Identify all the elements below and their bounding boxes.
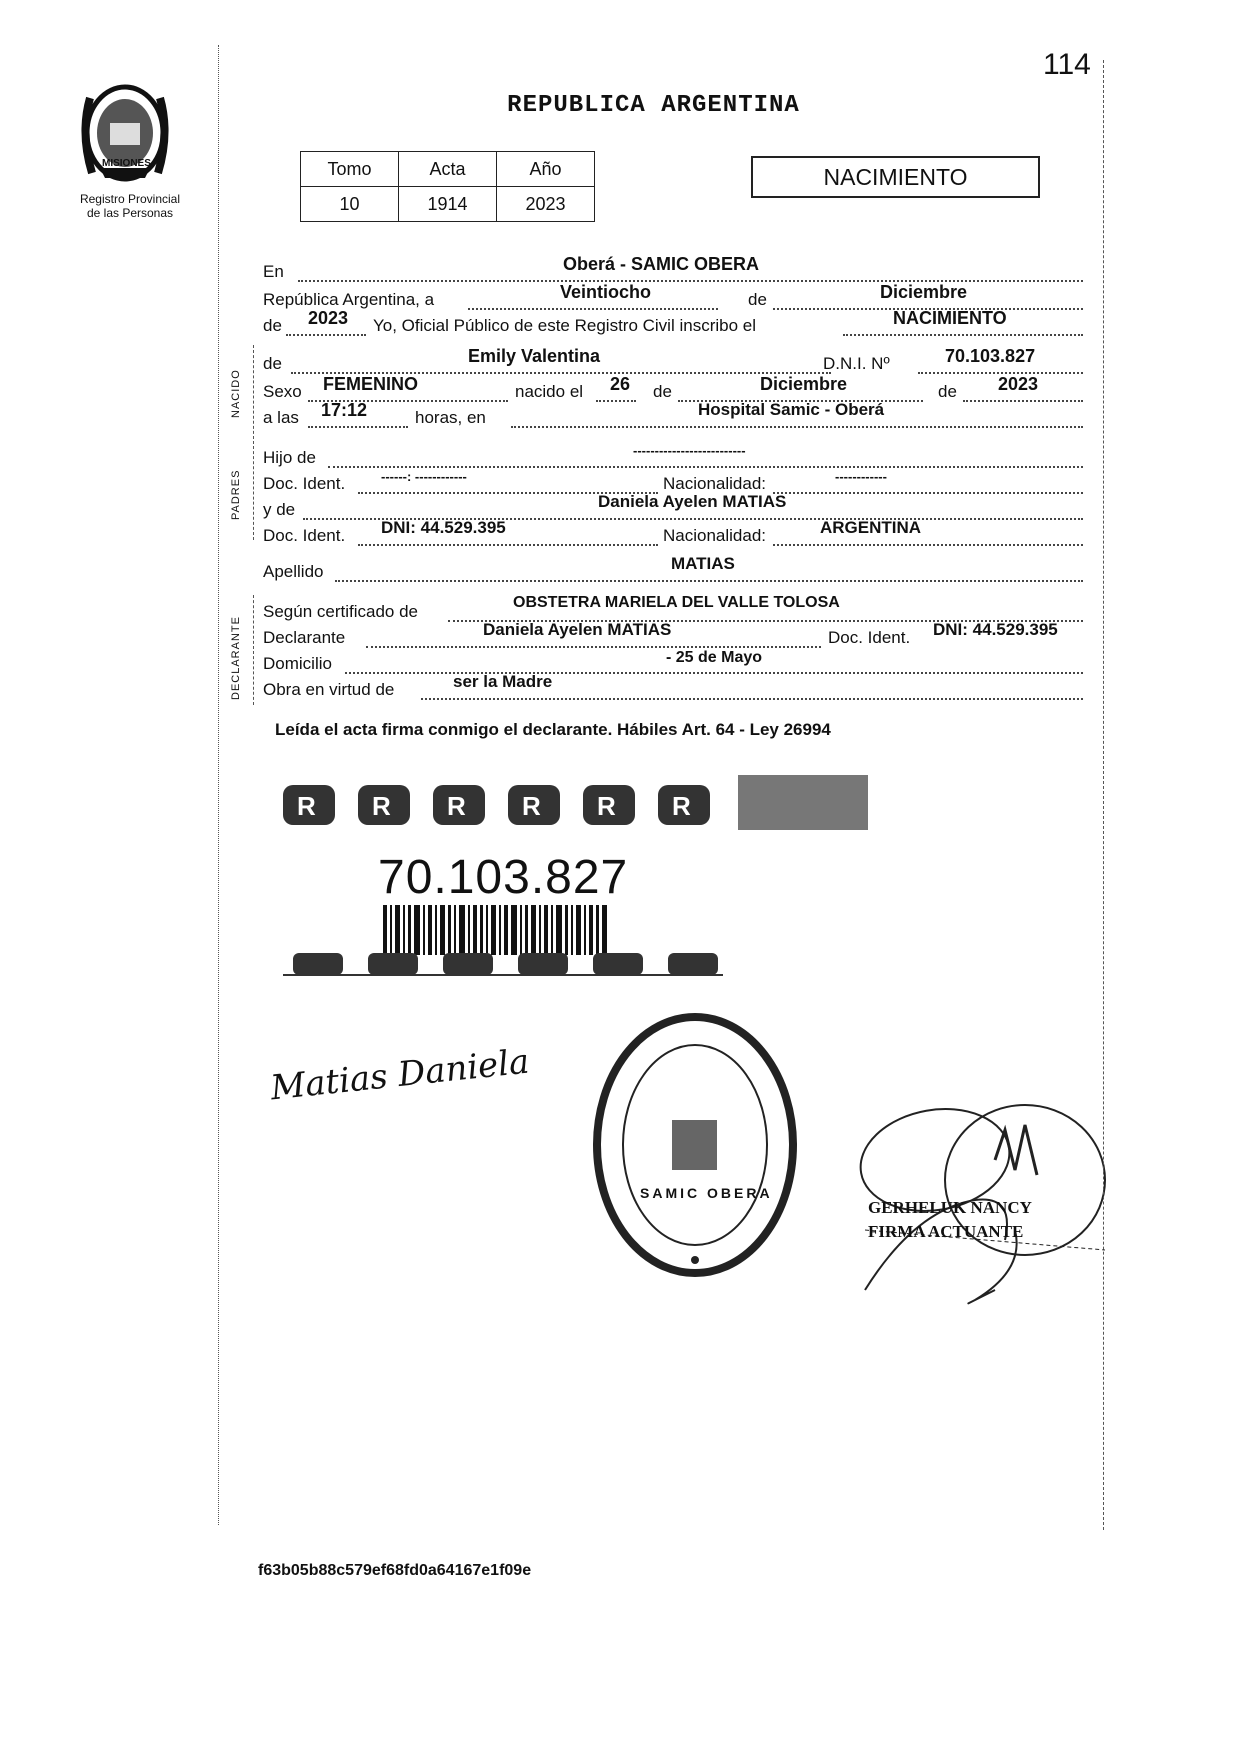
madre-nac-label: Nacionalidad:: [663, 526, 767, 545]
domicilio-label: Domicilio: [263, 654, 332, 673]
declarante-doc-value: DNI: 44.529.395: [933, 620, 1058, 639]
hijo-value: --------------------------: [633, 443, 746, 458]
hora-value: 17:12: [321, 400, 368, 420]
en-label: En: [263, 262, 284, 281]
svg-text:R: R: [297, 791, 316, 821]
dni-value: 70.103.827: [945, 346, 1036, 366]
officer-stamp-line2: FIRMA ACTUANTE: [868, 1222, 1024, 1241]
seal-ring-text: [600, 1005, 601, 1006]
security-stamps-row: [283, 775, 883, 840]
declarant-handwritten-signature: Matias Daniela: [268, 1041, 532, 1109]
svg-text:R: R: [672, 791, 691, 821]
dia-value: Veintiocho: [560, 282, 652, 302]
document-hash: f63b05b88c579ef68fd0a64167e1f09e: [258, 1562, 532, 1579]
madre-doc-value: DNI: 44.529.395: [381, 518, 506, 537]
inscribo-label: Yo, Oficial Público de este Registro Civil inscribo el: [373, 316, 756, 335]
anio-header: Año: [497, 152, 595, 187]
nacido-mes-value: Diciembre: [760, 374, 848, 394]
domicilio-value: - 25 de Mayo: [666, 649, 763, 666]
closing-text: Leída el acta firma conmigo el declarante. Hábiles Art. 64 - Ley 26994: [275, 720, 831, 739]
apellido-value: MATIAS: [671, 554, 735, 573]
madre-doc-label: Doc. Ident.: [263, 526, 346, 545]
row-inscribo: [263, 308, 1083, 340]
row-apellido: [263, 554, 1083, 586]
nacido-anio-value: 2023: [998, 374, 1039, 394]
nombre-label: de: [263, 354, 282, 373]
record-table: [300, 151, 595, 222]
security-stamps-lower-row: [283, 948, 723, 983]
nacido-el-label: nacido el: [515, 382, 584, 401]
tomo-value: 10: [301, 187, 399, 222]
padre-doc-label: Doc. Ident.: [263, 474, 346, 493]
seal-inner-text: SAMIC OBERA: [640, 1185, 773, 1201]
logo-caption: [60, 192, 200, 220]
declarante-side-label: DECLARANTE: [230, 616, 242, 700]
row-sexo: [263, 374, 1083, 406]
apellido-label: Apellido: [263, 562, 324, 581]
acta-value: 1914: [399, 187, 497, 222]
nacido-rule: [253, 345, 254, 540]
declarante-label: Declarante: [263, 628, 346, 647]
madre-label: y de: [263, 500, 296, 519]
nacido-de2-label: de: [938, 382, 957, 401]
dots: [773, 474, 1083, 494]
barcode-number: 70.103.827: [378, 851, 629, 904]
record-type-box: NACIMIENTO: [751, 156, 1040, 198]
declarante-doc-label: Doc. Ident.: [828, 628, 911, 647]
hora-label: a las: [263, 408, 299, 427]
page-number: 114: [1043, 48, 1091, 81]
horas-en-label: horas, en: [415, 408, 486, 427]
right-margin-rule: [1103, 60, 1104, 1530]
nacido-dia-value: 26: [610, 374, 631, 394]
padre-nac-value: ------------: [835, 469, 887, 484]
row-madre-doc: [263, 518, 1083, 550]
acta-header: Acta: [399, 152, 497, 187]
row-obra: [263, 672, 1083, 704]
svg-text:R: R: [372, 791, 391, 821]
row-hora: [263, 400, 1083, 432]
madre-value: Daniela Ayelen MATIAS: [598, 492, 787, 511]
svg-text:R: R: [597, 791, 616, 821]
padre-nac-label: Nacionalidad:: [663, 474, 767, 493]
en-value: Oberá - SAMIC OBERA: [563, 254, 760, 274]
officer-stamp-line1: GERHELUK NANCY: [868, 1198, 1032, 1217]
declarante-rule: [253, 595, 254, 705]
tomo-header: Tomo: [301, 152, 399, 187]
svg-text:R: R: [447, 791, 466, 821]
anio-value: 2023: [497, 187, 595, 222]
anio-value-text: 2023: [308, 308, 349, 328]
obra-label: Obra en virtud de: [263, 680, 395, 699]
left-margin-rule: [218, 45, 219, 1525]
nombre-value: Emily Valentina: [468, 346, 601, 366]
official-seal-stamp: [590, 1010, 800, 1285]
logo-seal-text: MISIONES: [102, 158, 151, 169]
sexo-value: FEMENINO: [323, 374, 419, 394]
de-label: de: [748, 290, 767, 309]
madre-nac-value: ARGENTINA: [820, 518, 922, 537]
logo-caption-line2: de las Personas: [86, 206, 174, 220]
logo-caption-line1: Registro Provincial: [79, 192, 181, 206]
padres-side-label: PADRES: [230, 469, 242, 520]
lugar-value: Hospital Samic - Oberá: [698, 400, 885, 419]
inscribo-value: NACIMIENTO: [893, 308, 1007, 328]
sexo-label: Sexo: [263, 382, 302, 401]
declarante-value: Daniela Ayelen MATIAS: [483, 620, 672, 639]
padre-doc-value: ------: ------------: [381, 469, 467, 484]
de2-label: de: [263, 316, 282, 335]
mes-value: Diciembre: [880, 282, 968, 302]
dni-label: D.N.I. Nº: [823, 354, 890, 373]
republica-label: República Argentina, a: [263, 290, 435, 309]
document-title: REPUBLICA ARGENTINA: [507, 92, 800, 119]
certificado-label: Según certificado de: [263, 602, 418, 621]
nacido-side-label: NACIDO: [230, 369, 242, 418]
obra-value: ser la Madre: [453, 672, 553, 691]
hijo-label: Hijo de: [263, 448, 316, 467]
nacido-de-label: de: [653, 382, 672, 401]
row-domicilio: [263, 649, 1083, 678]
certificado-value: OBSTETRA MARIELA DEL VALLE TOLOSA: [513, 594, 840, 611]
svg-text:R: R: [522, 791, 541, 821]
